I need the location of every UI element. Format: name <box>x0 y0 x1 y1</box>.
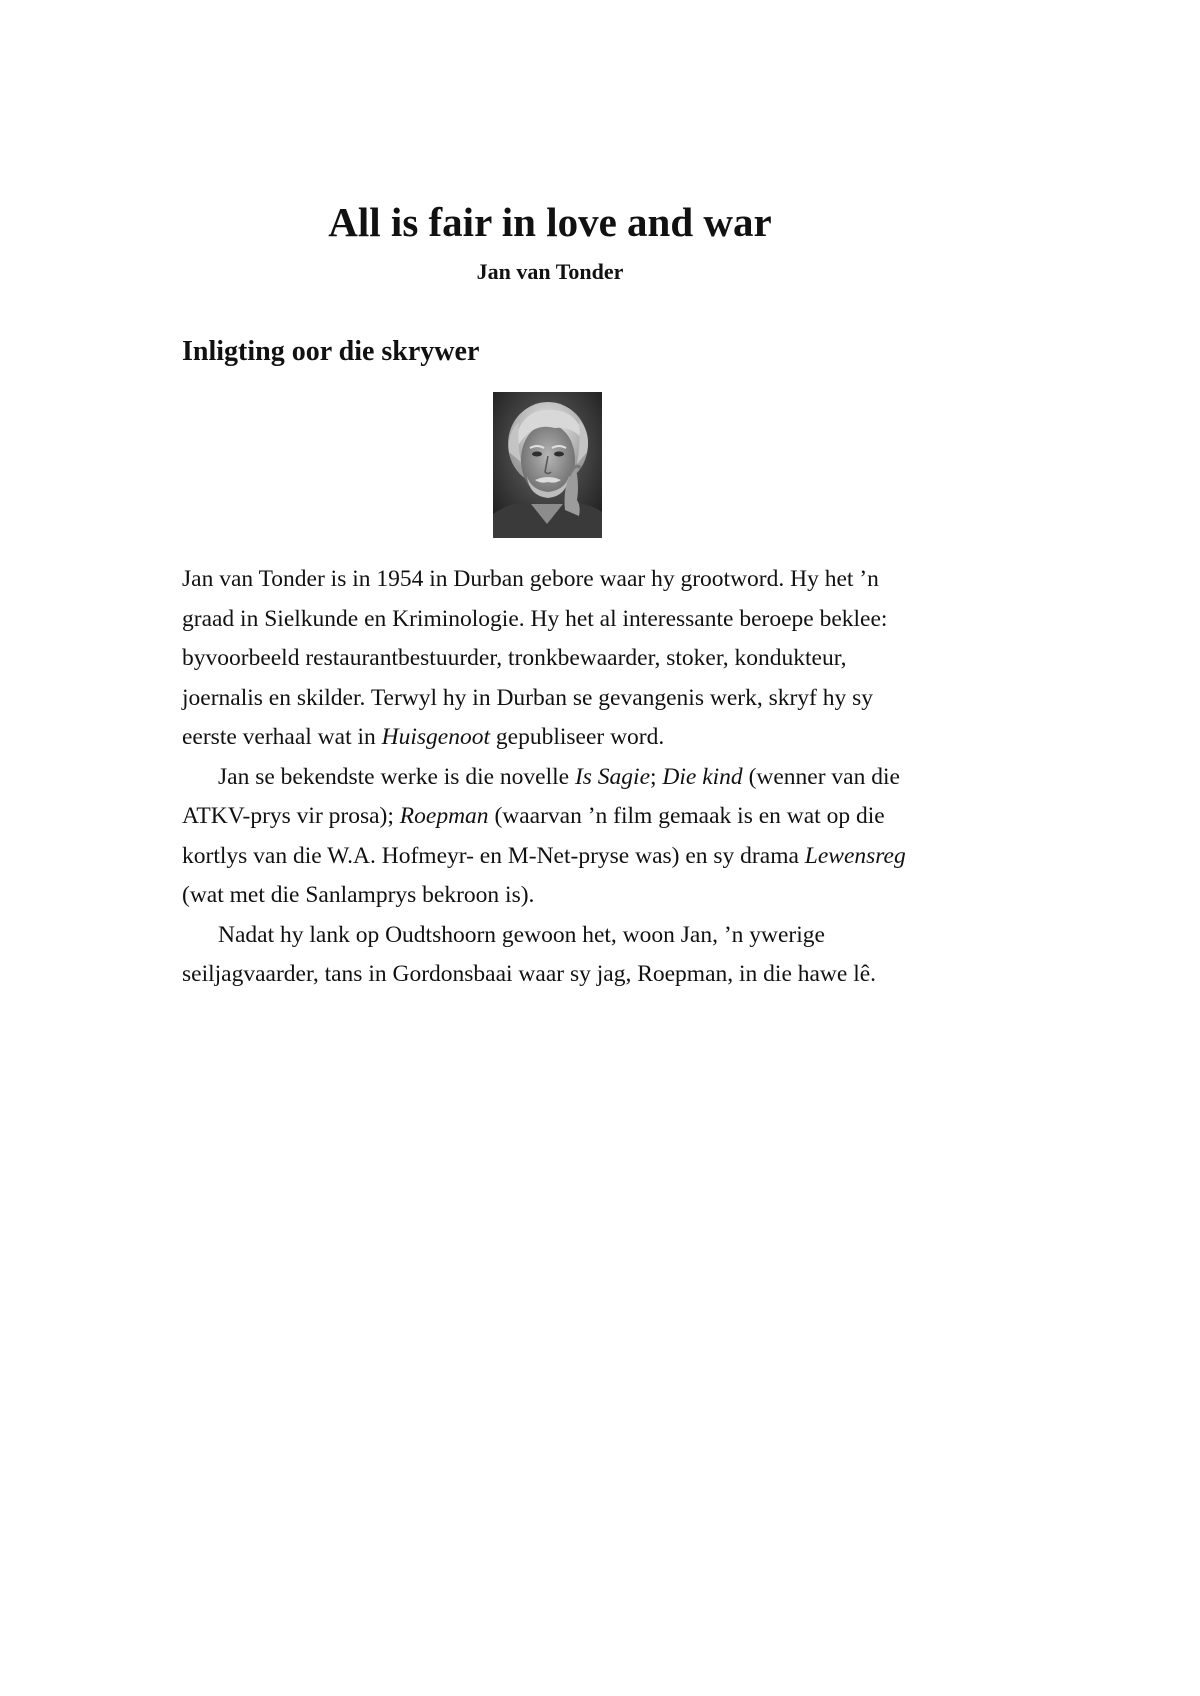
author-biography <box>182 560 917 995</box>
document-author: Jan van Tonder <box>476 259 624 284</box>
bio-paragraph: Nadat hy lank op Oudtshoorn gewoon het, woon Jan, ’n ywerige seiljagvaarder, tans in Gordonsbaai waar sy jag, Roepman, in die hawe lê. <box>182 921 877 987</box>
document-title: All is fair in love and war <box>328 199 772 245</box>
section-heading: Inligting oor die skrywer <box>182 336 480 367</box>
bio-paragraph: Jan van Tonder is in 1954 in Durban gebore waar hy grootword. Hy het ’n graad in Sielkunde en Kriminologie. Hy het al interessante beroepe beklee: byvoorbeeld restaurantbestuurder, tronkbewaarder, stoker, kondukteur, joernalis en skilder. Terwyl hy in Durban se gevangenis werk, skryf hy sy eerste verhaal wat in Huisgenoot gepubliseer word. <box>182 566 888 750</box>
author-portrait-photo <box>493 392 602 538</box>
bio-paragraph: Jan se bekendste werke is die novelle Is Sagie; Die kind (wenner van die ATKV-prys vir prosa); Roepman (waarvan ’n film gemaak is en wat op die kortlys van die W.A. Hofmeyr- en M-Net-pryse was) en sy drama Lewensreg (wat met die Sanlamprys bekroon is). <box>182 763 906 908</box>
